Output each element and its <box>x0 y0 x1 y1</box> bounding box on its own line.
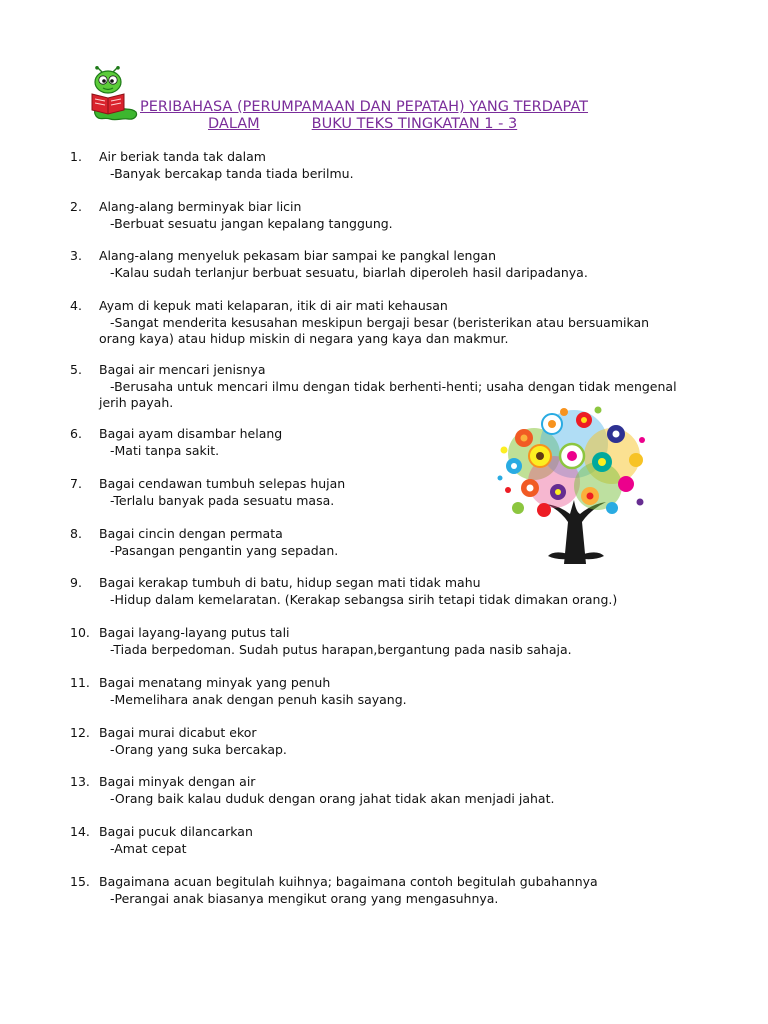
title-line-2b: BUKU TEKS TINGKATAN 1 - 3 <box>311 116 518 132</box>
item-number: 15. <box>70 874 90 889</box>
item-number: 10. <box>70 625 90 640</box>
item-phrase: Alang-alang menyeluk pekasam biar sampai ke pangkal lengan <box>99 248 496 263</box>
item-number: 3. <box>70 248 82 263</box>
item-phrase: Bagai murai dicabut ekor <box>99 725 257 740</box>
item-meaning: -Perangai anak biasanya mengikut orang yang mengasuhnya. <box>110 891 499 906</box>
item-meaning: -Orang baik kalau duduk dengan orang jahat tidak akan menjadi jahat. <box>110 791 555 806</box>
item-meaning: -Memelihara anak dengan penuh kasih sayang. <box>110 692 407 707</box>
item-number: 12. <box>70 725 90 740</box>
item-phrase: Bagaimana acuan begitulah kuihnya; bagaimana contoh begitulah gubahannya <box>99 874 598 889</box>
item-number: 8. <box>70 526 82 541</box>
item-number: 1. <box>70 149 82 164</box>
item-meaning: -Pasangan pengantin yang sepadan. <box>110 543 339 558</box>
item-meaning: -Hidup dalam kemelaratan. (Kerakap sebangsa sirih tetapi tidak dimakan orang.) <box>110 592 618 607</box>
item-phrase: Air beriak tanda tak dalam <box>99 149 266 164</box>
item-number: 5. <box>70 362 82 377</box>
item-phrase: Bagai cincin dengan permata <box>99 526 283 541</box>
item-meaning: -Berusaha untuk mencari ilmu dengan tidak berhenti-henti; usaha dengan tidak mengenal jerih payah. <box>99 379 677 410</box>
item-meaning: -Kalau sudah terlanjur berbuat sesuatu, biarlah diperoleh hasil daripadanya. <box>110 265 588 280</box>
item-meaning: -Terlalu banyak pada sesuatu masa. <box>110 493 335 508</box>
title-line-1: PERIBAHASA (PERUMPAMAAN DAN PEPATAH) YANG TERDAPAT <box>140 99 589 115</box>
bookworm-icon <box>82 66 140 122</box>
flower-tree-illustration <box>494 404 652 564</box>
item-phrase: Bagai cendawan tumbuh selepas hujan <box>99 476 346 491</box>
item-number: 6. <box>70 426 82 441</box>
item-number: 7. <box>70 476 82 491</box>
item-phrase: Bagai layang-layang putus tali <box>99 625 290 640</box>
item-number: 13. <box>70 774 90 789</box>
title-line-2 <box>140 116 700 133</box>
item-phrase: Bagai minyak dengan air <box>99 774 256 789</box>
item-meaning: -Amat cepat <box>110 841 187 856</box>
item-phrase: Bagai menatang minyak yang penuh <box>99 675 331 690</box>
item-meaning: -Berbuat sesuatu jangan kepalang tanggung. <box>110 216 393 231</box>
item-meaning: -Orang yang suka bercakap. <box>110 742 287 757</box>
item-phrase: Bagai air mencari jenisnya <box>99 362 266 377</box>
item-number: 9. <box>70 575 82 590</box>
item-meaning: -Banyak bercakap tanda tiada berilmu. <box>110 166 354 181</box>
item-number: 14. <box>70 824 90 839</box>
page-title <box>140 99 700 133</box>
item-number: 11. <box>70 675 90 690</box>
item-number: 2. <box>70 199 82 214</box>
item-phrase: Bagai pucuk dilancarkan <box>99 824 253 839</box>
item-phrase: Ayam di kepuk mati kelaparan, itik di air mati kehausan <box>99 298 448 313</box>
item-meaning: -Tiada berpedoman. Sudah putus harapan,bergantung pada nasib sahaja. <box>110 642 572 657</box>
item-meaning: -Sangat menderita kesusahan meskipun bergaji besar (beristerikan atau bersuamikan orang kaya) atau hidup miskin di negara yang kaya dan makmur. <box>99 315 650 346</box>
item-meaning: -Mati tanpa sakit. <box>110 443 220 458</box>
item-phrase: Alang-alang berminyak biar licin <box>99 199 302 214</box>
title-line-2a: DALAM <box>208 116 260 132</box>
item-phrase: Bagai kerakap tumbuh di batu, hidup segan mati tidak mahu <box>99 575 481 590</box>
item-number: 4. <box>70 298 82 313</box>
item-phrase: Bagai ayam disambar helang <box>99 426 283 441</box>
